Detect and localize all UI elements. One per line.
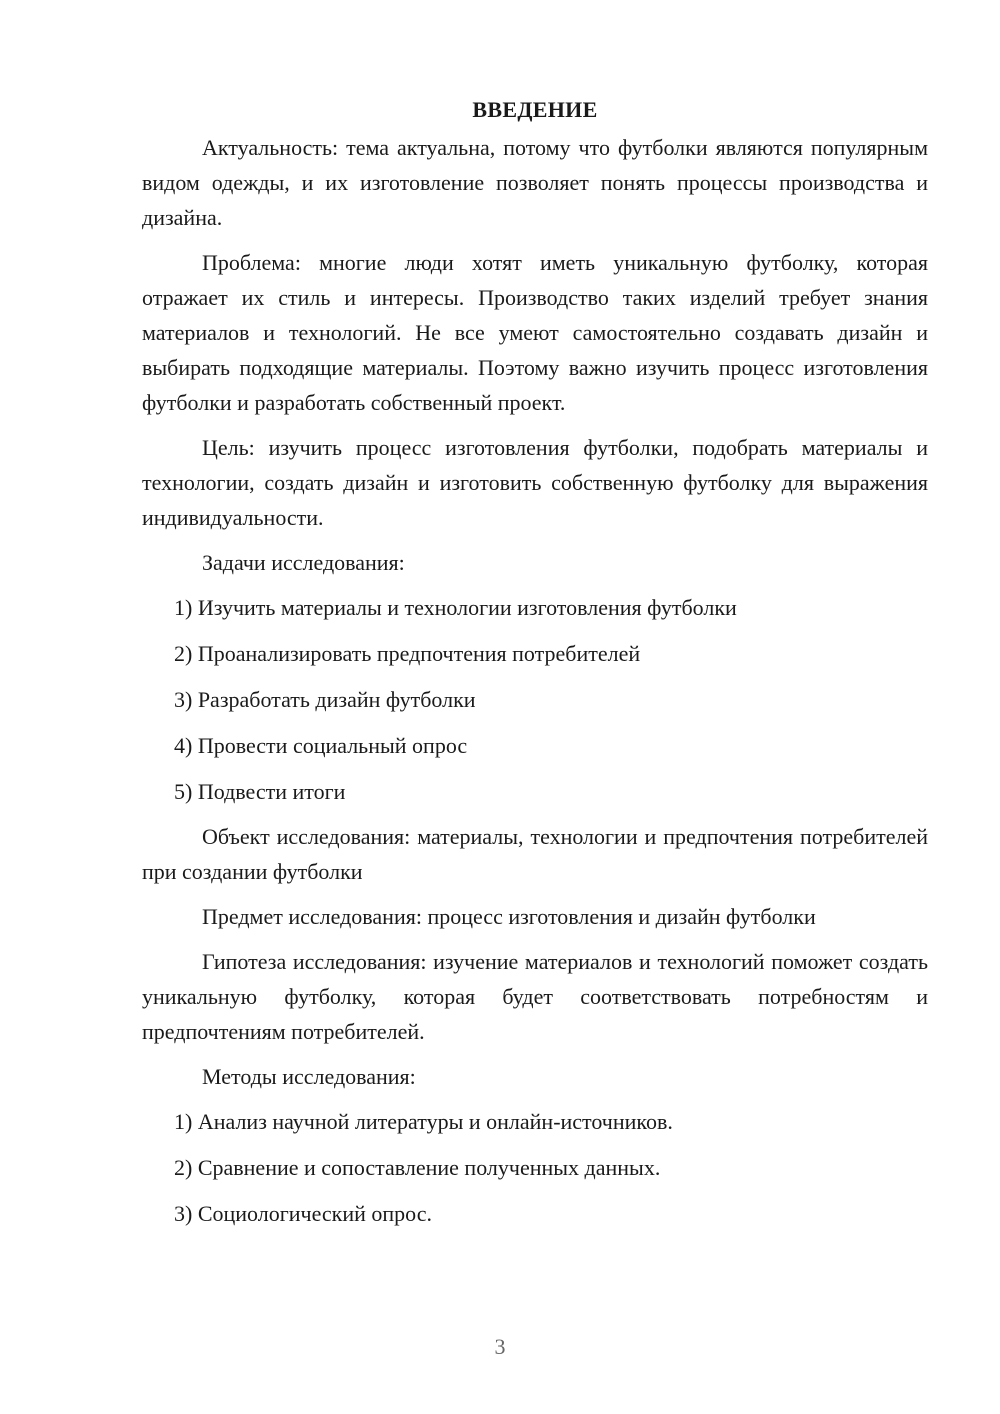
list-item: 5) Подвести итоги bbox=[174, 779, 346, 804]
list-item: 1) Изучить материалы и технологии изготовления футболки bbox=[174, 595, 737, 620]
hypothesis-paragraph: Гипотеза исследования: изучение материалов и технологий поможет создать уникальную футболку, которая будет соответствовать потребностям и предпочтениям потребителей. bbox=[142, 949, 928, 1044]
list-item: 3) Разработать дизайн футболки bbox=[174, 687, 476, 712]
page-title: ВВЕДЕНИЕ bbox=[472, 97, 598, 122]
document-page bbox=[142, 92, 928, 1241]
subject-paragraph: Предмет исследования: процесс изготовления и дизайн футболки bbox=[202, 904, 816, 929]
object-paragraph: Объект исследования: материалы, технологии и предпочтения потребителей при создании футболки bbox=[142, 824, 928, 884]
tasks-title: Задачи исследования: bbox=[202, 550, 405, 575]
page-number: 3 bbox=[494, 1334, 506, 1359]
relevance-paragraph: Актуальность: тема актуальна, потому что футболки являются популярным видом одежды, и их изготовление позволяет понять процессы производства и дизайна. bbox=[142, 135, 928, 230]
goal-paragraph: Цель: изучить процесс изготовления футболки, подобрать материалы и технологии, создать дизайн и изготовить собственную футболку для выражения индивидуальности. bbox=[142, 435, 928, 530]
methods-title: Методы исследования: bbox=[202, 1064, 416, 1089]
list-item: 4) Провести социальный опрос bbox=[174, 733, 468, 758]
list-item: 2) Проанализировать предпочтения потребителей bbox=[174, 641, 641, 666]
problem-paragraph: Проблема: многие люди хотят иметь уникальную футболку, которая отражает их стиль и интересы. Производство таких изделий требует знания материалов и технологий. Не все умеют самостоятельно создавать дизайн и выбирать подходящие материалы. Поэтому важно изучить процесс изготовления футболки и разработать собственный проект. bbox=[142, 250, 928, 415]
list-item: 2) Сравнение и сопоставление полученных данных. bbox=[174, 1155, 661, 1180]
list-item: 1) Анализ научной литературы и онлайн-источников. bbox=[174, 1109, 673, 1134]
list-item: 3) Социологический опрос. bbox=[174, 1201, 432, 1226]
methods-list bbox=[142, 1104, 928, 1231]
tasks-list bbox=[142, 590, 928, 809]
